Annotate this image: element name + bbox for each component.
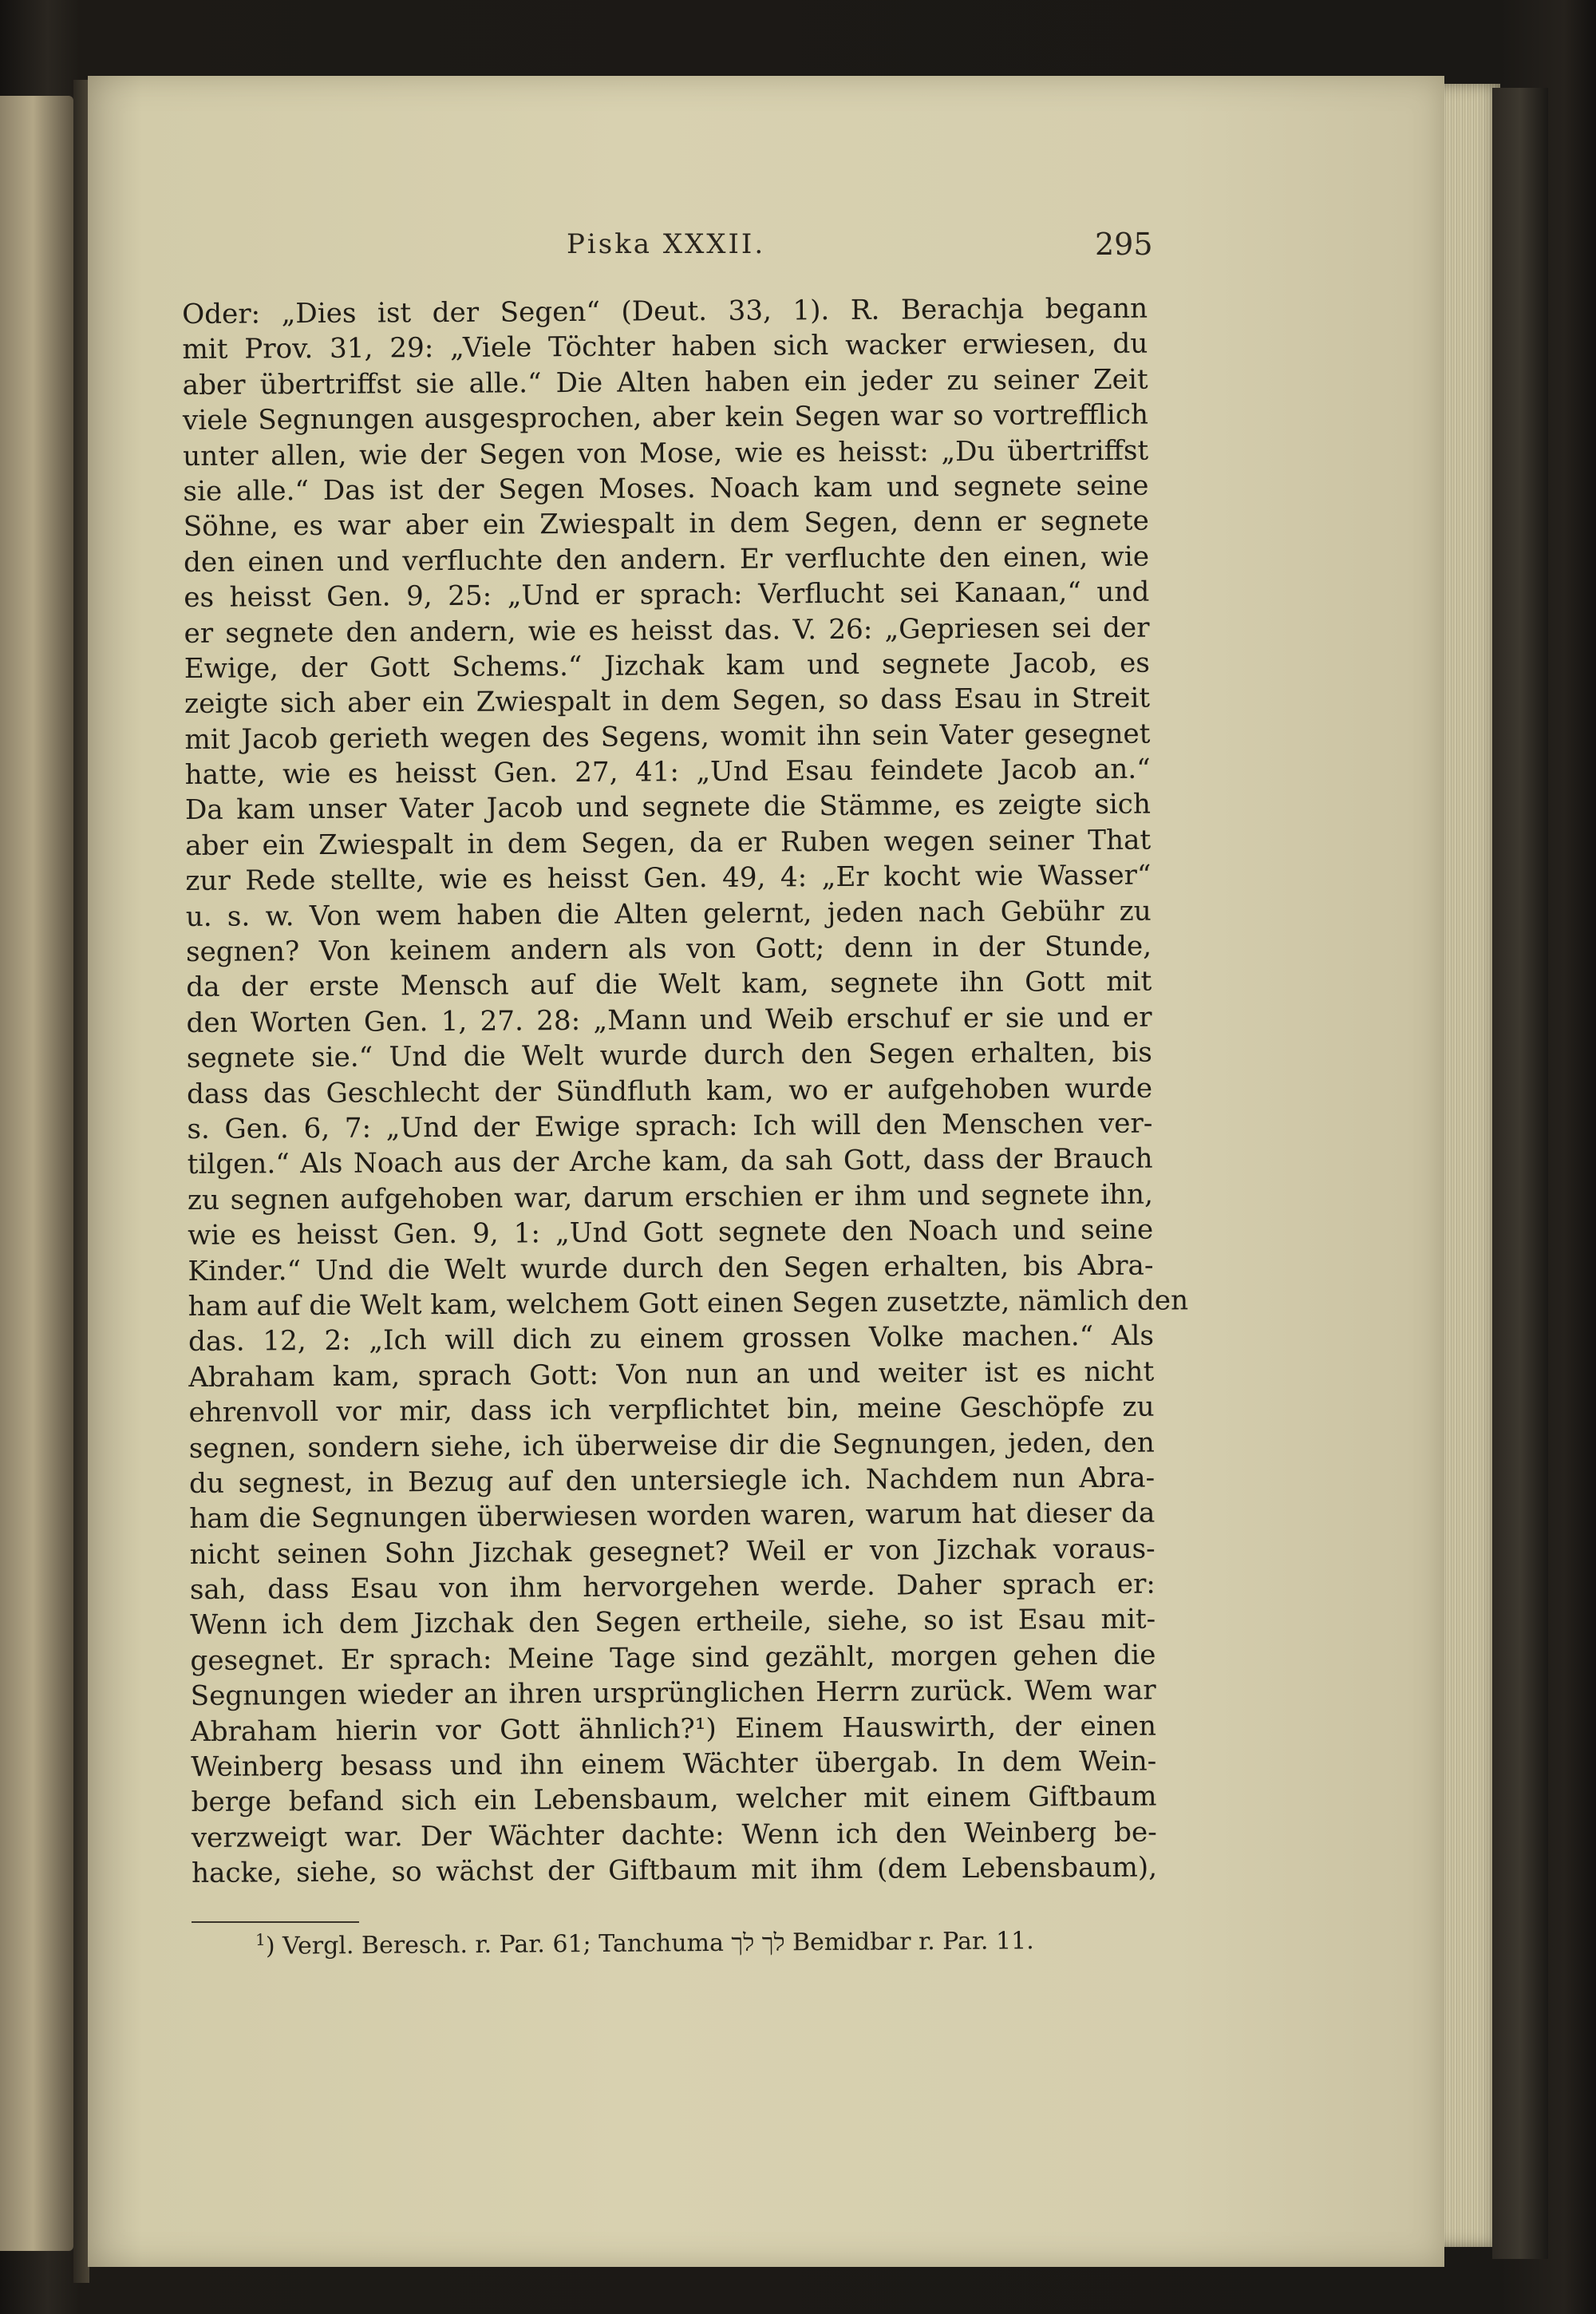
facing-page-edge bbox=[0, 96, 73, 2251]
text-line: mit Prov. 31, 29: „Viele Töchter haben sich wacker erwiesen, du bbox=[182, 327, 1148, 366]
text-line: er segnete den andern, wie es heisst das. V. 26: „Gepriesen sei der bbox=[184, 611, 1150, 650]
text-line: segnen? Von keinem andern als von Gott; denn in der Stunde, bbox=[185, 930, 1152, 969]
footnote-divider bbox=[192, 1921, 359, 1923]
text-line: Segnungen wieder an ihren ursprünglichen Herrn zurück. Wem war bbox=[190, 1674, 1156, 1713]
text-line: viele Segnungen ausgesprochen, aber kein Segen war so vortrefflich bbox=[182, 398, 1149, 437]
text-line: Oder: „Dies ist der Segen“ (Deut. 33, 1). R. Berachja begann bbox=[182, 292, 1148, 330]
text-line: sah, dass Esau von ihm hervorgehen werde. Daher sprach er: bbox=[189, 1568, 1156, 1607]
text-line: segnete sie.“ Und die Welt wurde durch den Segen erhalten, bis bbox=[186, 1036, 1152, 1075]
text-line: ham die Segnungen überwiesen worden waren, warum hat dieser da bbox=[189, 1497, 1156, 1536]
text-line: Ewige, der Gott Schems.“ Jizchak kam und segnete Jacob, es bbox=[184, 647, 1150, 685]
running-head: Piska XXXII. bbox=[567, 228, 766, 260]
text-line: zu segnen aufgehoben war, darum erschien er ihm und segnete ihn, bbox=[187, 1178, 1154, 1216]
text-line: Wenn ich dem Jizchak den Segen ertheile, siehe, so ist Esau mit- bbox=[190, 1604, 1156, 1642]
text-line: du segnest, in Bezug auf den untersiegle ich. Nachdem nun Abra- bbox=[188, 1462, 1156, 1500]
book-cover-edge bbox=[1492, 88, 1548, 2259]
footnote-text: ) Vergl. Beresch. r. Par. 61; Tanchuma לך לך Bemidbar r. Par. 11. bbox=[265, 1927, 1034, 1960]
text-line: Weinberg besass und ihn einem Wächter übergab. In dem Wein- bbox=[191, 1745, 1157, 1783]
text-line: es heisst Gen. 9, 25: „Und er sprach: Verflucht sei Kanaan,“ und bbox=[184, 576, 1150, 615]
text-line: ham auf die Welt kam, welchem Gott einen Segen zusetzte, nämlich den bbox=[188, 1284, 1189, 1323]
text-line: ehrenvoll vor mir, dass ich verpflichtet bin, meine Geschöpfe zu bbox=[188, 1390, 1155, 1430]
text-line: Söhne, es war aber ein Zwiespalt in dem Segen, denn er segnete bbox=[183, 504, 1149, 544]
page-header bbox=[184, 222, 1153, 270]
text-line: s. Gen. 6, 7: „Und der Ewige sprach: Ich will den Menschen ver- bbox=[187, 1107, 1153, 1145]
footnote-marker: 1 bbox=[255, 1929, 266, 1949]
text-line: berge befand sich ein Lebensbaum, welcher mit einem Giftbaum bbox=[191, 1780, 1157, 1819]
text-line: gesegnet. Er sprach: Meine Tage sind gezählt, morgen gehen die bbox=[190, 1639, 1156, 1677]
text-line: sie alle.“ Das ist der Segen Moses. Noach kam und segnete seine bbox=[183, 469, 1149, 508]
text-line: nicht seinen Sohn Jizchak gesegnet? Weil er von Jizchak voraus- bbox=[189, 1533, 1156, 1571]
body-text bbox=[182, 291, 1189, 1892]
text-line: aber übertriffst sie alle.“ Die Alten haben ein jeder zu seiner Zeit bbox=[182, 363, 1148, 401]
text-line: verzweigt war. Der Wächter dachte: Wenn ich den Weinberg be- bbox=[191, 1816, 1157, 1854]
text-line: tilgen.“ Als Noach aus der Arche kam, da sah Gott, dass der Brauch bbox=[187, 1142, 1153, 1181]
text-line: segnen, sondern siehe, ich überweise dir die Segnungen, jeden, den bbox=[188, 1426, 1155, 1465]
text-line: dass das Geschlecht der Sündfluth kam, wo er aufgehoben wurde bbox=[186, 1072, 1153, 1110]
text-line: aber ein Zwiespalt in dem Segen, da er Ruben wegen seiner That bbox=[185, 824, 1152, 862]
text-line: Abraham kam, sprach Gott: Von nun an und weiter ist es nicht bbox=[188, 1355, 1155, 1394]
text-line: Da kam unser Vater Jacob und segnete die Stämme, es zeigte sich bbox=[184, 789, 1152, 827]
footnote bbox=[255, 1924, 1149, 1960]
page-number: 295 bbox=[1095, 227, 1153, 262]
text-line: mit Jacob gerieth wegen des Segens, womit ihn sein Vater gesegnet bbox=[184, 718, 1151, 756]
text-line: u. s. w. Von wem haben die Alten gelernt, jeden nach Gebühr zu bbox=[185, 895, 1152, 933]
text-line: da der erste Mensch auf die Welt kam, segnete ihn Gott mit bbox=[186, 966, 1152, 1004]
text-line: Abraham hierin vor Gott ähnlich?¹) Einem Hauswirth, der einen bbox=[190, 1710, 1157, 1748]
text-line: zeigte sich aber ein Zwiespalt in dem Segen, so dass Esau in Streit bbox=[184, 682, 1151, 721]
text-line: den Worten Gen. 1, 27. 28: „Mann und Weib erschuf er sie und er bbox=[186, 1001, 1152, 1039]
text-line: Kinder.“ Und die Welt wurde durch den Segen erhalten, bis Abra- bbox=[188, 1249, 1154, 1288]
text-line: hacke, siehe, so wächst der Giftbaum mit ihm (dem Lebensbaum), bbox=[191, 1851, 1158, 1890]
book-gutter bbox=[73, 80, 89, 2283]
text-line: wie es heisst Gen. 9, 1: „Und Gott segnete den Noach und seine bbox=[188, 1213, 1154, 1252]
text-line: hatte, wie es heisst Gen. 27, 41: „Und Esau feindete Jacob an.“ bbox=[184, 753, 1151, 792]
text-line: unter allen, wie der Segen von Mose, wie es heisst: „Du übertriffst bbox=[183, 434, 1149, 473]
text-line: den einen und verfluchte den andern. Er verfluchte den einen, wie bbox=[183, 540, 1150, 579]
text-line: zur Rede stellte, wie es heisst Gen. 49, 4: „Er kocht wie Wasser“ bbox=[185, 859, 1152, 898]
text-line: das. 12, 2: „Ich will dich zu einem grossen Volke machen.“ Als bbox=[188, 1319, 1155, 1359]
